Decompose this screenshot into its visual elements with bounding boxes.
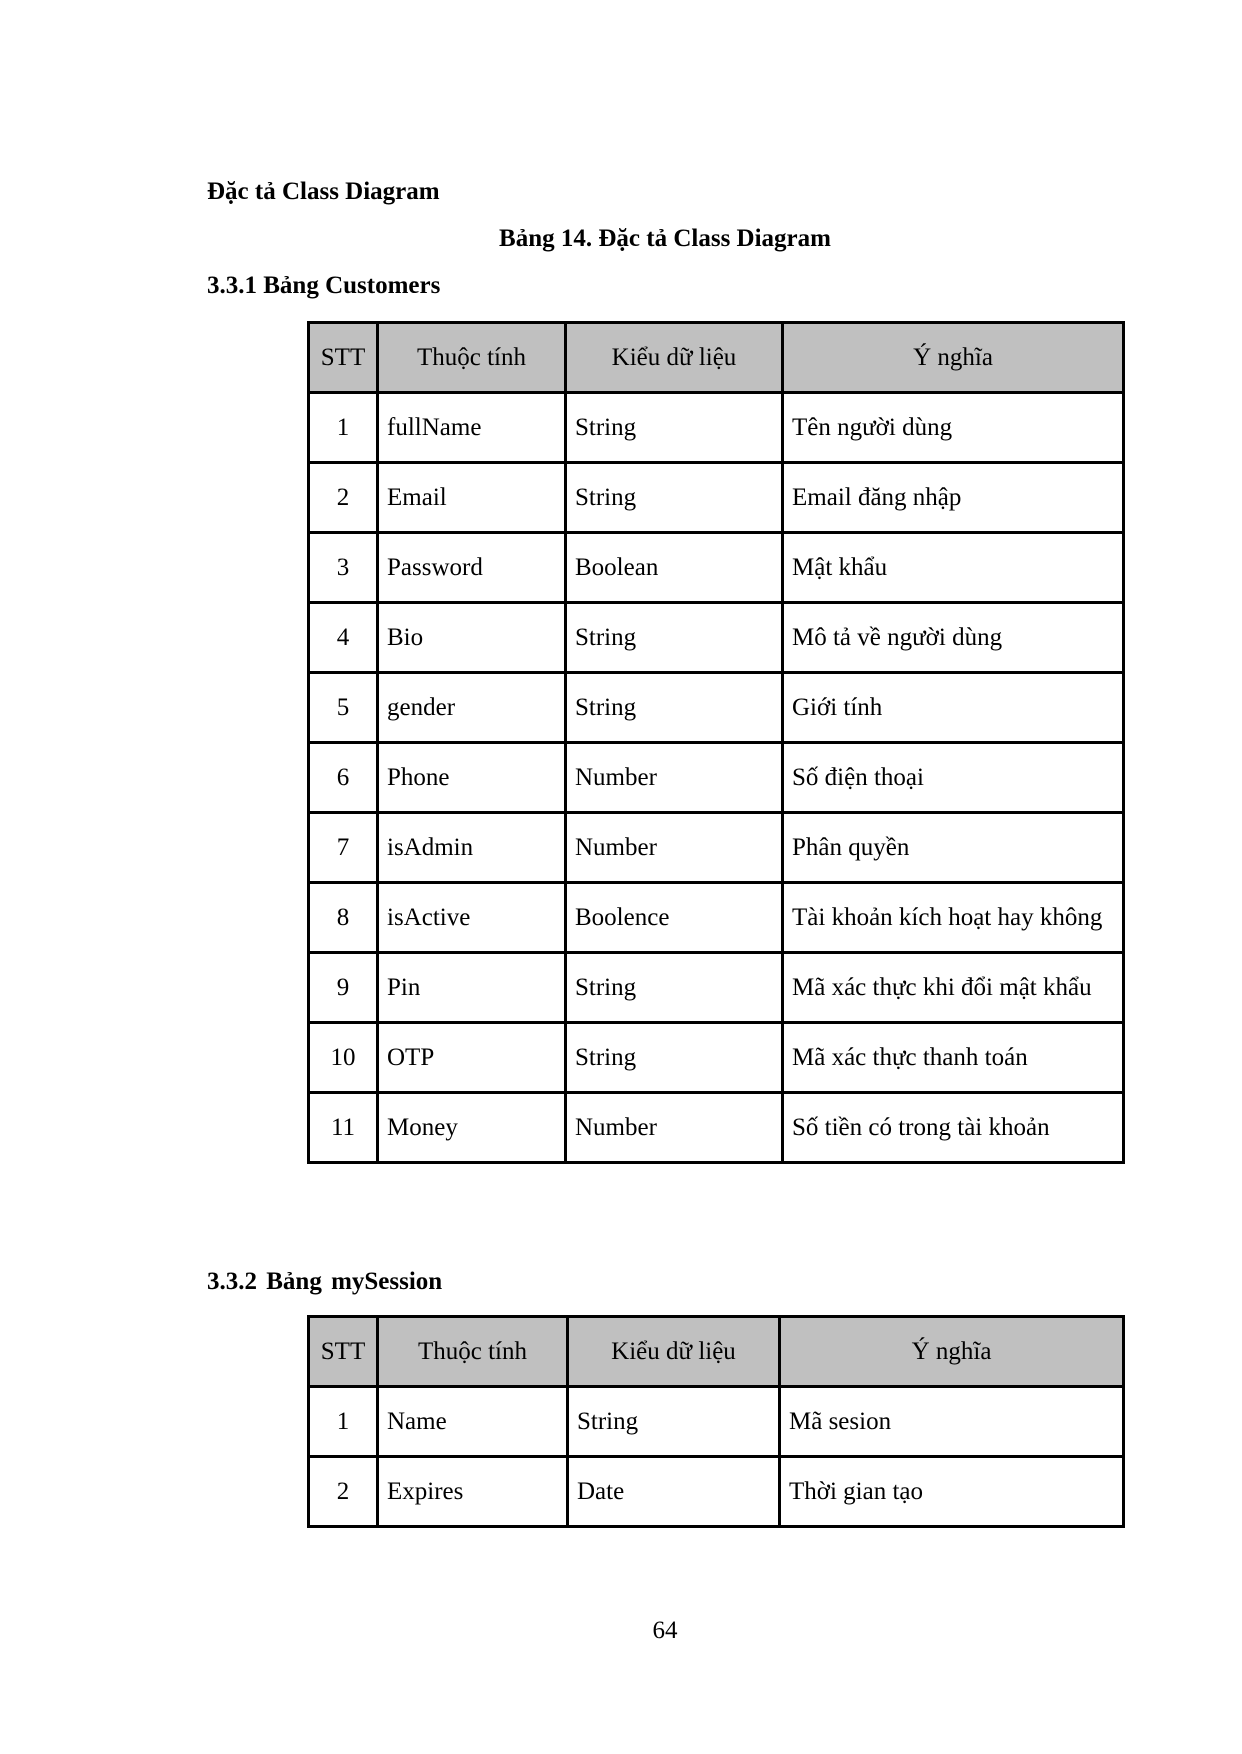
cell-attribute: Email: [378, 463, 566, 533]
cell-meaning: Thời gian tạo: [780, 1457, 1124, 1527]
cell-attribute: Pin: [378, 953, 566, 1023]
table-header-row: [309, 1317, 1124, 1387]
table-row: [309, 393, 1124, 463]
cell-stt: 10: [309, 1023, 378, 1093]
table-caption: Bảng 14. Đặc tả Class Diagram: [499, 225, 831, 252]
cell-attribute: Expires: [378, 1457, 568, 1527]
cell-datatype: String: [566, 673, 783, 743]
table-row: [309, 1093, 1124, 1163]
cell-stt: 2: [309, 463, 378, 533]
cell-meaning: Mã xác thực khi đổi mật khẩu: [783, 953, 1124, 1023]
cell-stt: 1: [309, 1387, 378, 1457]
cell-meaning: Email đăng nhập: [783, 463, 1124, 533]
cell-stt: 6: [309, 743, 378, 813]
table-row: [309, 463, 1124, 533]
cell-attribute: isActive: [378, 883, 566, 953]
cell-datatype: String: [566, 393, 783, 463]
cell-attribute: Name: [378, 1387, 568, 1457]
page-number: 64: [652, 1617, 678, 1644]
customers-table-heading: 3.3.1 Bảng Customers: [207, 272, 441, 299]
section-heading: Đặc tả Class Diagram: [207, 178, 440, 205]
cell-stt: 4: [309, 603, 378, 673]
cell-stt: 3: [309, 533, 378, 603]
cell-datatype: String: [568, 1387, 780, 1457]
cell-meaning: Phân quyền: [783, 813, 1124, 883]
cell-datatype: String: [566, 463, 783, 533]
cell-datatype: String: [566, 603, 783, 673]
cell-attribute: Bio: [378, 603, 566, 673]
cell-meaning: Mật khẩu: [783, 533, 1124, 603]
table-row: [309, 603, 1124, 673]
cell-attribute: OTP: [378, 1023, 566, 1093]
cell-datatype: Boolean: [566, 533, 783, 603]
column-header-meaning: Ý nghĩa: [783, 323, 1124, 393]
cell-stt: 9: [309, 953, 378, 1023]
cell-attribute: fullName: [378, 393, 566, 463]
mysession-table-heading: 3.3.2 Bảng mySession: [207, 1268, 443, 1295]
cell-meaning: Mã sesion: [780, 1387, 1124, 1457]
table-row: [309, 1023, 1124, 1093]
cell-stt: 1: [309, 393, 378, 463]
cell-stt: 8: [309, 883, 378, 953]
table-row: [309, 673, 1124, 743]
cell-stt: 2: [309, 1457, 378, 1527]
customers-table: [307, 321, 1125, 1164]
table-row: [309, 743, 1124, 813]
cell-attribute: Money: [378, 1093, 566, 1163]
cell-datatype: Number: [566, 813, 783, 883]
cell-meaning: Mã xác thực thanh toán: [783, 1023, 1124, 1093]
cell-datatype: String: [566, 1023, 783, 1093]
cell-datatype: Number: [566, 1093, 783, 1163]
table-row: [309, 1457, 1124, 1527]
cell-meaning: Giới tính: [783, 673, 1124, 743]
table-row: [309, 953, 1124, 1023]
cell-datatype: Number: [566, 743, 783, 813]
cell-attribute: Phone: [378, 743, 566, 813]
table-row: [309, 1387, 1124, 1457]
cell-datatype: String: [566, 953, 783, 1023]
column-header-attribute: Thuộc tính: [378, 1317, 568, 1387]
cell-meaning: Mô tả về người dùng: [783, 603, 1124, 673]
table-row: [309, 883, 1124, 953]
cell-meaning: Số điện thoại: [783, 743, 1124, 813]
column-header-meaning: Ý nghĩa: [780, 1317, 1124, 1387]
column-header-stt: STT: [309, 323, 378, 393]
cell-attribute: isAdmin: [378, 813, 566, 883]
cell-meaning: Số tiền có trong tài khoản: [783, 1093, 1124, 1163]
cell-attribute: gender: [378, 673, 566, 743]
cell-meaning: Tên người dùng: [783, 393, 1124, 463]
column-header-attribute: Thuộc tính: [378, 323, 566, 393]
column-header-stt: STT: [309, 1317, 378, 1387]
cell-stt: 7: [309, 813, 378, 883]
cell-stt: 5: [309, 673, 378, 743]
cell-datatype: Boolence: [566, 883, 783, 953]
table-header-row: [309, 323, 1124, 393]
cell-datatype: Date: [568, 1457, 780, 1527]
cell-meaning: Tài khoản kích hoạt hay không: [783, 883, 1124, 953]
column-header-datatype: Kiểu dữ liệu: [566, 323, 783, 393]
table-row: [309, 533, 1124, 603]
table-row: [309, 813, 1124, 883]
cell-stt: 11: [309, 1093, 378, 1163]
column-header-datatype: Kiểu dữ liệu: [568, 1317, 780, 1387]
mysession-table: [307, 1315, 1125, 1528]
cell-attribute: Password: [378, 533, 566, 603]
